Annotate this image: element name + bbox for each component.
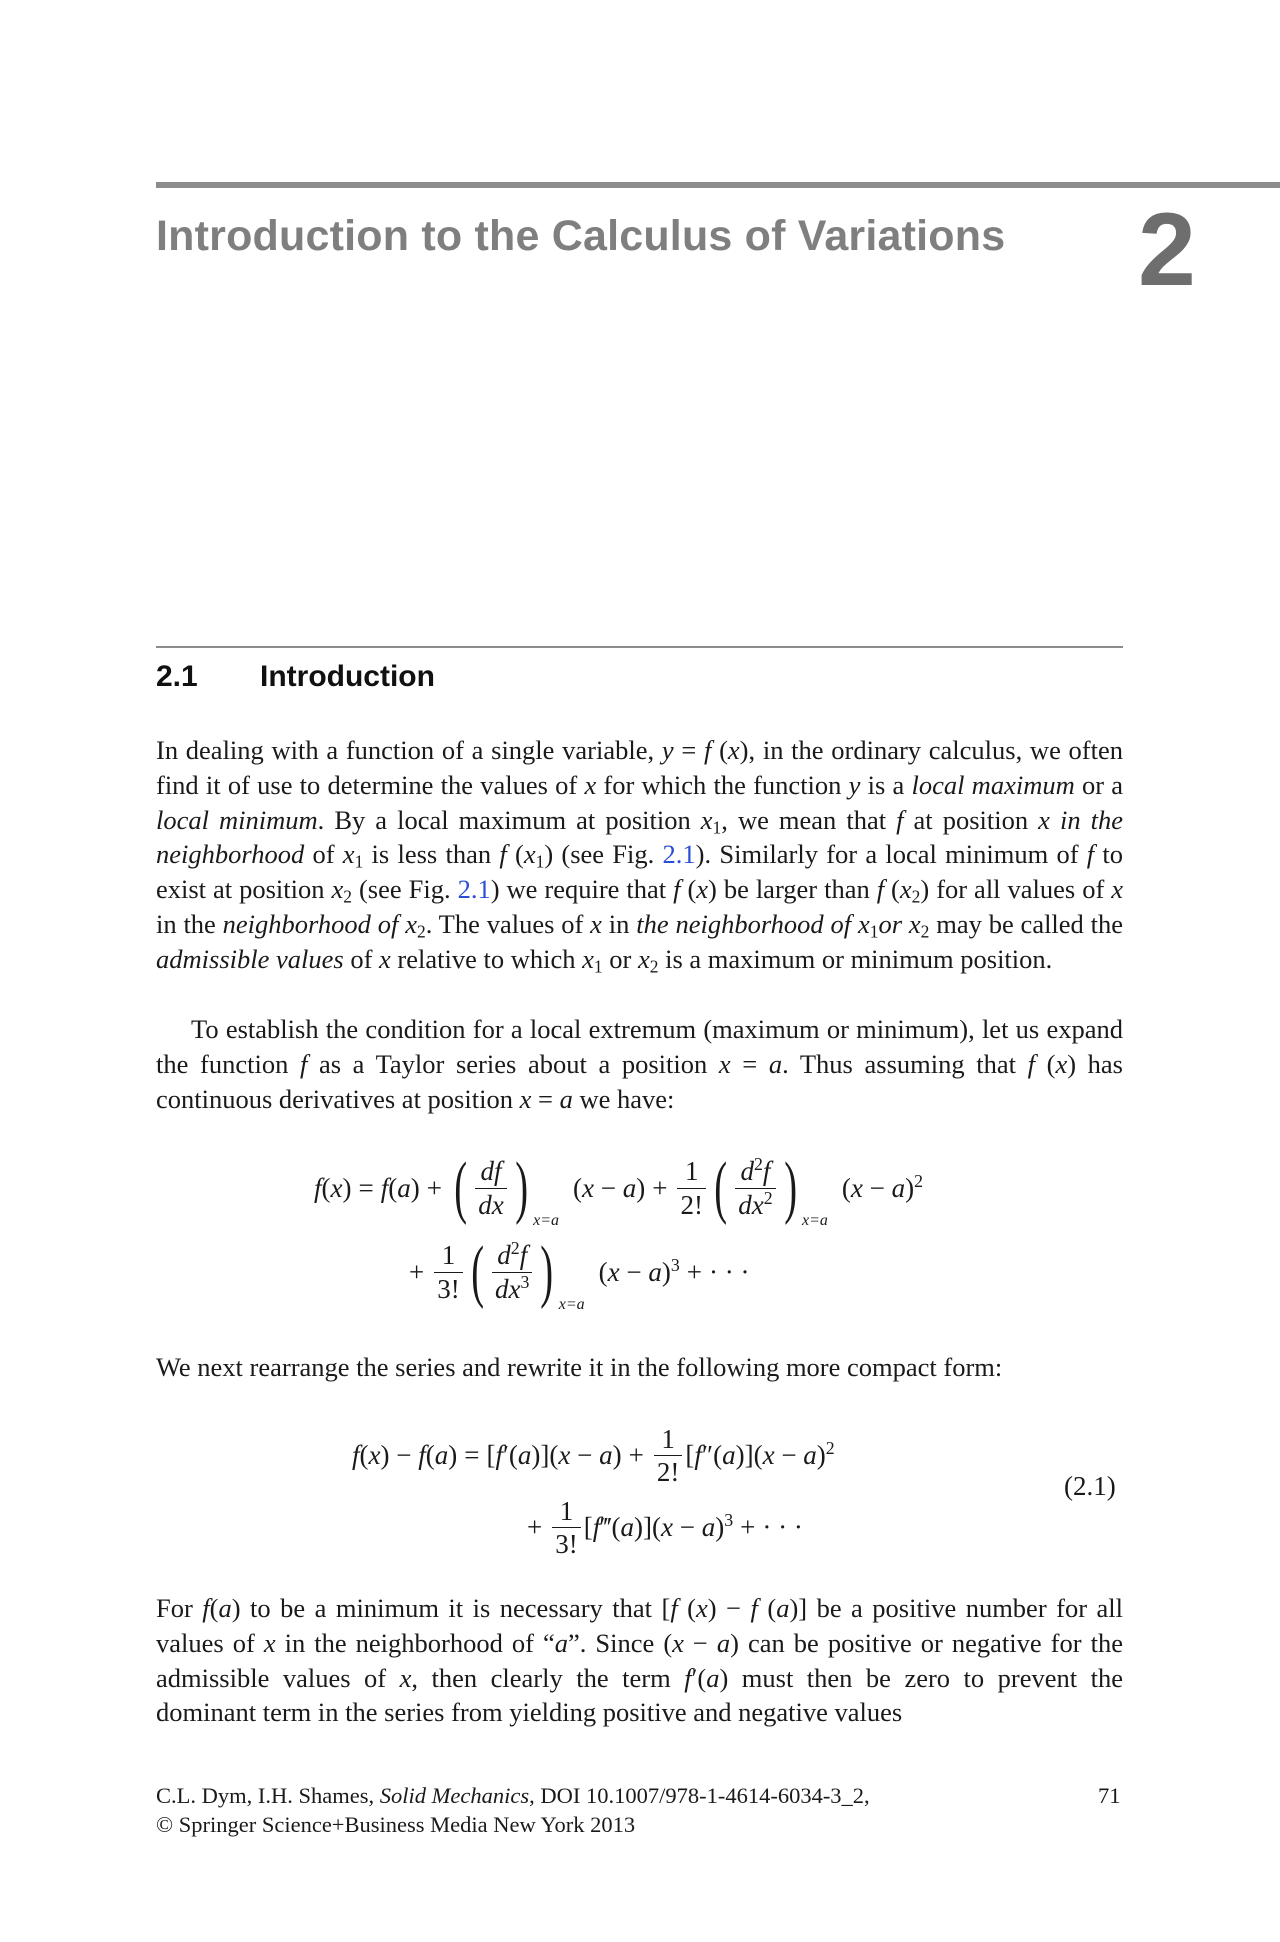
figure-link[interactable]: 2.1	[662, 839, 696, 870]
equation-2-1-line-2: + $\frac{1}{3!}$ [f‴(a)](x − a)$^3$ + · · ·	[527, 1496, 803, 1560]
paragraph-3: We next rearrange the series and rewrite it in the following more compact form:	[156, 1352, 1003, 1382]
section-title: Introduction	[260, 660, 435, 693]
chapter-top-rule	[156, 182, 1280, 188]
paragraph-4: For f(a) to be a minimum it is necessary that [f (x) − f (a)] be a positive number for all values of x in the neighborhood of “a”. Since (x − a) can be positive or negative for the admissible values of x, then clearly the term f′(a) must then be zero to prevent the dominant term in the series from yielding positive and negative values	[156, 1593, 1123, 1728]
paragraph-1: In dealing with a function of a single variable, y = f (x), in the ordinary calculus, we often find it of use to determine the values of x for which the function y is a local maximum or a local minimum. By a local maximum at position $x_1$, we mean that f at position x in the neighborhood of $x_1$ is less than f $(x_1)$ (see Fig. 2.1). Similarly for a local minimum of f to exist at position $x_2$ (see Fig. 2.1) we require that f (x) be larger than f $(x_2)$ for all values of x in the neighborhood of $x_2$. The values of x in the neighborhood of $x_1or$ $x_2$ may be called the admissible values of x relative to which $x_1$ or $x_2$ is a maximum or minimum position.	[156, 735, 1124, 977]
footer-copyright: © Springer Science+Business Media New York 2013	[156, 1812, 636, 1837]
emphasis-admissible-values: admissible values	[156, 943, 344, 974]
taylor-series-line-1: f(x) = f(a) + ( $\frac{df}{dx}$ ) x=a (x − a) + $\frac{1}{2!}$ ( $\frac{d^2f}{dx^2}$ ) x=a $(x - a)^2$	[314, 1149, 923, 1229]
emphasis-local-maximum: local maximum	[911, 769, 1075, 800]
emphasis-local-minimum: local minimum	[156, 804, 318, 835]
copyright-icon: ©	[156, 1812, 174, 1837]
emphasis-neighborhood-of: neighborhood of	[222, 908, 399, 939]
figure-link[interactable]: 2.1	[457, 874, 491, 905]
section-rule	[156, 646, 1123, 648]
emphasis-the-neighborhood-of: the neighborhood of	[636, 908, 852, 939]
equation-number: (2.1)	[1064, 1471, 1116, 1501]
footer-citation: C.L. Dym, I.H. Shames, Solid Mechanics, DOI 10.1007/978-1-4614-6034-3_2,	[156, 1783, 870, 1808]
section-number: 2.1	[156, 660, 198, 693]
page-number: 71	[1098, 1783, 1121, 1808]
emphasis-in-the-neighborhood: in the neighborhood	[156, 804, 1123, 870]
book-title: Solid Mechanics	[379, 1783, 530, 1808]
equation-2-1-line-1: f(x) − f(a) = [f′(a)](x − a) + $\frac{1}{2!}$ $[f''(a)](x - a)^2$	[352, 1424, 835, 1488]
taylor-series-line-2: + $\frac{1}{3!}$ ( $\frac{d^2f}{dx^3}$ ) x=a $(x - a)^3$ + · · ·	[409, 1233, 750, 1313]
paragraph-2: To establish the condition for a local extremum (maximum or minimum), let us expand the function f as a Taylor series about a position x = a. Thus assuming that f (x) has continuous derivatives at position x = a we have:	[156, 1014, 1124, 1114]
chapter-number: 2	[1138, 192, 1196, 308]
chapter-title: Introduction to the Calculus of Variations	[156, 212, 1006, 260]
